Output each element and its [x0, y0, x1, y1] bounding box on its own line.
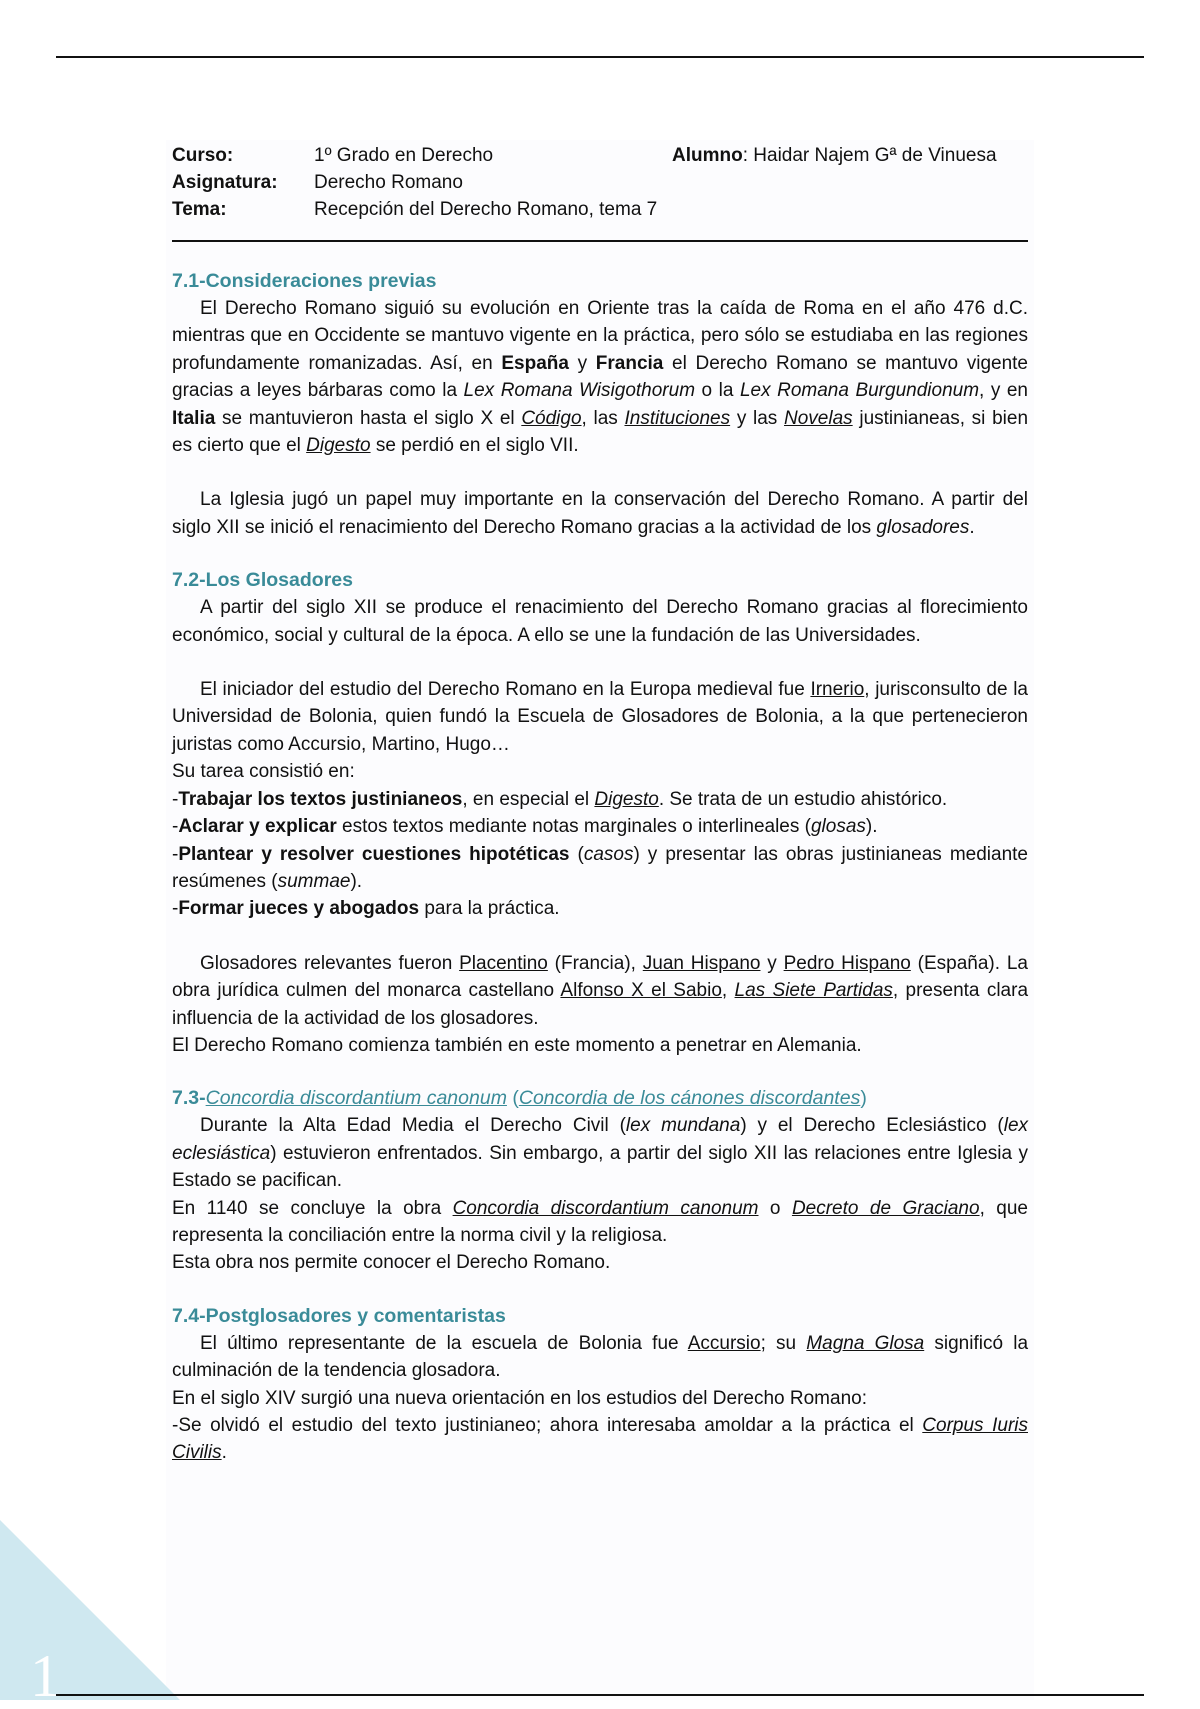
section-title-7-1: 7.1-Consideraciones previas [172, 270, 437, 292]
header-rule [172, 240, 1028, 242]
corner-decoration [0, 1520, 180, 1700]
s2-paragraph-1: A partir del siglo XII se produce el renacimiento del Derecho Romano gracias al florecimiento económico, social y cultural de la época. A ello se une la fundación de las Universidades. [172, 597, 1028, 646]
tema-label: Tema: [172, 199, 227, 220]
s3-paragraph-1: Durante la Alta Edad Media el Derecho Civil (lex mundana) y el Derecho Eclesiástico (lex eclesiástica) estuvieron enfrentados. Sin embargo, a partir del siglo XII las relaciones entre Iglesia y Estado se pacifican. [172, 1115, 1029, 1192]
asignatura-row [172, 169, 463, 196]
alumno-label: Alumno [672, 145, 743, 166]
section-title-7-2: 7.2-Los Glosadores [172, 569, 353, 592]
list-item: -Plantear y resolver cuestiones hipotéticas (casos) y presentar las obras justinianeas mediante resúmenes (summae). [172, 843, 1028, 892]
section-title-7-4: 7.4-Postglosadores y comentaristas [172, 1304, 506, 1327]
alumno-value: : Haidar Najem Gª de Vinuesa [742, 145, 997, 166]
s1-paragraph-1: El Derecho Romano siguió su evolución en Oriente tras la caída de Roma en el año 476 d.C. mientras que en Occidente se mantuvo vigente en la práctica, pero sólo se estudiaba en las regiones profundamente romanizadas. Así, en España y Francia el Derecho Romano se mantuvo vigente gracias a leyes bárbaras como la Lex Romana Wisigothorum o la Lex Romana Burgundionum, y en Italia se mantuvieron hasta el siglo X el Código, las Instituciones y las Novelas justinianeas, si bien es cierto que el Digesto se perdió en el siglo VII. [172, 298, 1029, 457]
list-item: -Trabajar los textos justinianeos, en especial el Digesto. Se trata de un estudio ahistórico. [172, 788, 948, 810]
list-item: -Aclarar y explicar estos textos mediante notas marginales o interlineales (glosas). [172, 816, 878, 838]
s2-paragraph-3: Glosadores relevantes fueron Placentino (Francia), Juan Hispano y Pedro Hispano (España). La obra jurídica culmen del monarca castellano Alfonso X el Sabio, Las Siete Partidas, presenta clara influencia de la actividad de los glosadores. [172, 952, 1029, 1029]
asignatura-label: Asignatura: [172, 172, 278, 193]
alumno [672, 142, 997, 169]
s4-paragraph-1: El último representante de la escuela de Bolonia fue Accursio; su Magna Glosa significó la culminación de la tendencia glosadora. [172, 1332, 1029, 1382]
asignatura-value: Derecho Romano [314, 172, 463, 193]
tema-row [172, 196, 657, 223]
curso-label: Curso: [172, 145, 234, 166]
s2-paragraph-2: El iniciador del estudio del Derecho Romano en la Europa medieval fue Irnerio, jurisconsulto de la Universidad de Bolonia, quien fundó la Escuela de Glosadores de Bolonia, a la que pertenecieron juristas como Accursio, Martino, Hugo… [172, 679, 1028, 755]
s3-paragraph-3: Esta obra nos permite conocer el Derecho Romano. [172, 1252, 611, 1274]
bottom-rule [56, 1694, 1144, 1696]
curso-value: 1º Grado en Derecho [314, 145, 494, 166]
s4-paragraph-3: -Se olvidó el estudio del texto justinianeo; ahora interesaba amoldar a la práctica el Corpus Iuris Civilis. [172, 1415, 1028, 1464]
tema-value: Recepción del Derecho Romano, tema 7 [314, 199, 658, 220]
s4-paragraph-2: En el siglo XIV surgió una nueva orientación en los estudios del Derecho Romano: [172, 1387, 867, 1409]
document-body [172, 142, 1028, 1467]
curso-row [172, 142, 493, 169]
top-rule [56, 56, 1144, 58]
s2-paragraph-4: El Derecho Romano comienza también en este momento a penetrar en Alemania. [172, 1034, 862, 1056]
page-number: 1 [30, 1643, 60, 1709]
s3-paragraph-2: En 1140 se concluye la obra Concordia discordantium canonum o Decreto de Graciano, que representa la conciliación entre la norma civil y la religiosa. [172, 1197, 1028, 1246]
s1-paragraph-2: La Iglesia jugó un papel muy importante en la conservación del Derecho Romano. A partir del siglo XII se inició el renacimiento del Derecho Romano gracias a la actividad de los glosadores. [172, 489, 1028, 538]
list-item: -Formar jueces y abogados para la práctica. [172, 898, 560, 920]
section-title-7-3: 7.3-Concordia discordantium canonum (Concordia de los cánones discordantes) [172, 1087, 867, 1110]
s2-tarea: Su tarea consistió en: [172, 761, 355, 783]
document-header [172, 142, 1028, 226]
